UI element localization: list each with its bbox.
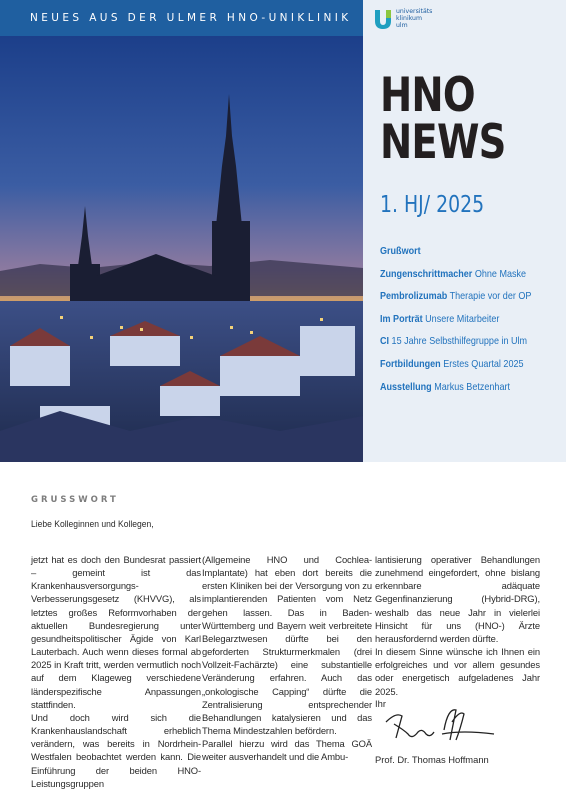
paragraph: Und doch wird sich die Krankenhauslandschaft erheblich verändern, was bereits in Nordrhein-Westfalen beobachtet werden kann. Die Einführung der beiden HNO-Leistungsgruppen xyxy=(31,711,201,789)
toc-item[interactable]: Fortbildungen Erstes Quartal 2025 xyxy=(380,357,524,370)
toc-item[interactable]: Zungenschrittmacher Ohne Maske xyxy=(380,267,527,280)
signer-name: Prof. Dr. Thomas Hoffmann xyxy=(375,754,489,765)
ulm-minster-skyline-photo xyxy=(0,36,363,462)
paragraph: jetzt hat es doch den Bundesrat passiert – gemeint ist das Krankenhausversorgungs-Verbesserungsgesetz (KHVVG), als letztes großes Reformvorhaben der aktuellen Bundesregierung unter gesundheitspolitischer Ägide von Karl Lauterbach. Auch wenn dieses formal ab 2025 in Kraft tritt, werden vermutlich noch auf dem Klageweg verschiedene länderspezifische Anpassungen stattfinden. xyxy=(31,554,201,710)
article-column-1 xyxy=(31,553,201,790)
toc-item[interactable]: CI 15 Jahre Selbsthilfegruppe in Ulm xyxy=(380,335,528,348)
section-heading: GRUSSWORT xyxy=(31,495,119,505)
title-line-2: NEWS xyxy=(380,115,506,170)
paragraph: (Allgemeine HNO und Cochlea-Implantate) hat eben dort bereits die ersten Kliniken bei der Versorgung von zu implantierenden Patienten vom Netz gehen lassen. Das in Baden-Württemberg und Bayern weit verbreitete Belegarztwesen dürfte bei den geforderten Strukturmerkmalen (drei Vollzeit-Fachärzte) eine substantielle Veränderung erfahren. Auch das „onkologische Capping“ dürfte die Zentralisierung entsprechender Behandlungen katalysieren und das Thema Mindestzahlen befördern. xyxy=(202,554,372,737)
cover-photo xyxy=(0,36,363,462)
logo-wordmark: universitäts klinikum ulm xyxy=(396,8,433,29)
salutation: Liebe Kolleginnen und Kollegen, xyxy=(31,519,154,530)
article-column-2 xyxy=(202,553,372,764)
toc-item[interactable]: Im Porträt Unsere Mitarbeiter xyxy=(380,312,500,325)
toc-item[interactable]: Pembrolizumab Therapie vor der OP xyxy=(380,290,532,303)
newsletter-title xyxy=(380,68,506,170)
paragraph: In diesem Sinne wünsche ich Ihnen ein erfolgreiches und vor allem gesundes oder energetisch aufgeladenes Jahr 2025. xyxy=(375,646,540,697)
handwritten-signature xyxy=(382,700,502,750)
university-hospital-logo xyxy=(373,6,463,34)
closing-word: Ihr xyxy=(375,698,386,709)
table-of-contents xyxy=(380,244,556,402)
paragraph: lantisierung operativer Behandlungen zunehmend eingefordert, ohne bislang erkennbare adäquate Gegenfinanzierung (Hybrid-DRG), weshalb das neue Jahr in vielerlei Hinsicht für uns (HNO-) Ärzte herausfordernd werden dürfte. xyxy=(375,554,540,644)
issue-label: 1. HJ/ 2025 xyxy=(380,192,485,218)
toc-item[interactable]: Grußwort xyxy=(380,245,421,257)
masthead-kicker: NEUES AUS DER ULMER HNO-UNIKLINIK xyxy=(30,12,352,24)
masthead-bar xyxy=(0,0,363,36)
title-line-1: HNO xyxy=(380,68,475,123)
article-column-3 xyxy=(375,553,540,698)
uniklinik-logo-mark-icon xyxy=(373,8,393,30)
toc-item[interactable]: Ausstellung Markus Betzenhart xyxy=(380,380,510,393)
paragraph: Parallel hierzu wird das Thema GOÄ weiter ausverhandelt und die Ambu- xyxy=(202,738,372,763)
